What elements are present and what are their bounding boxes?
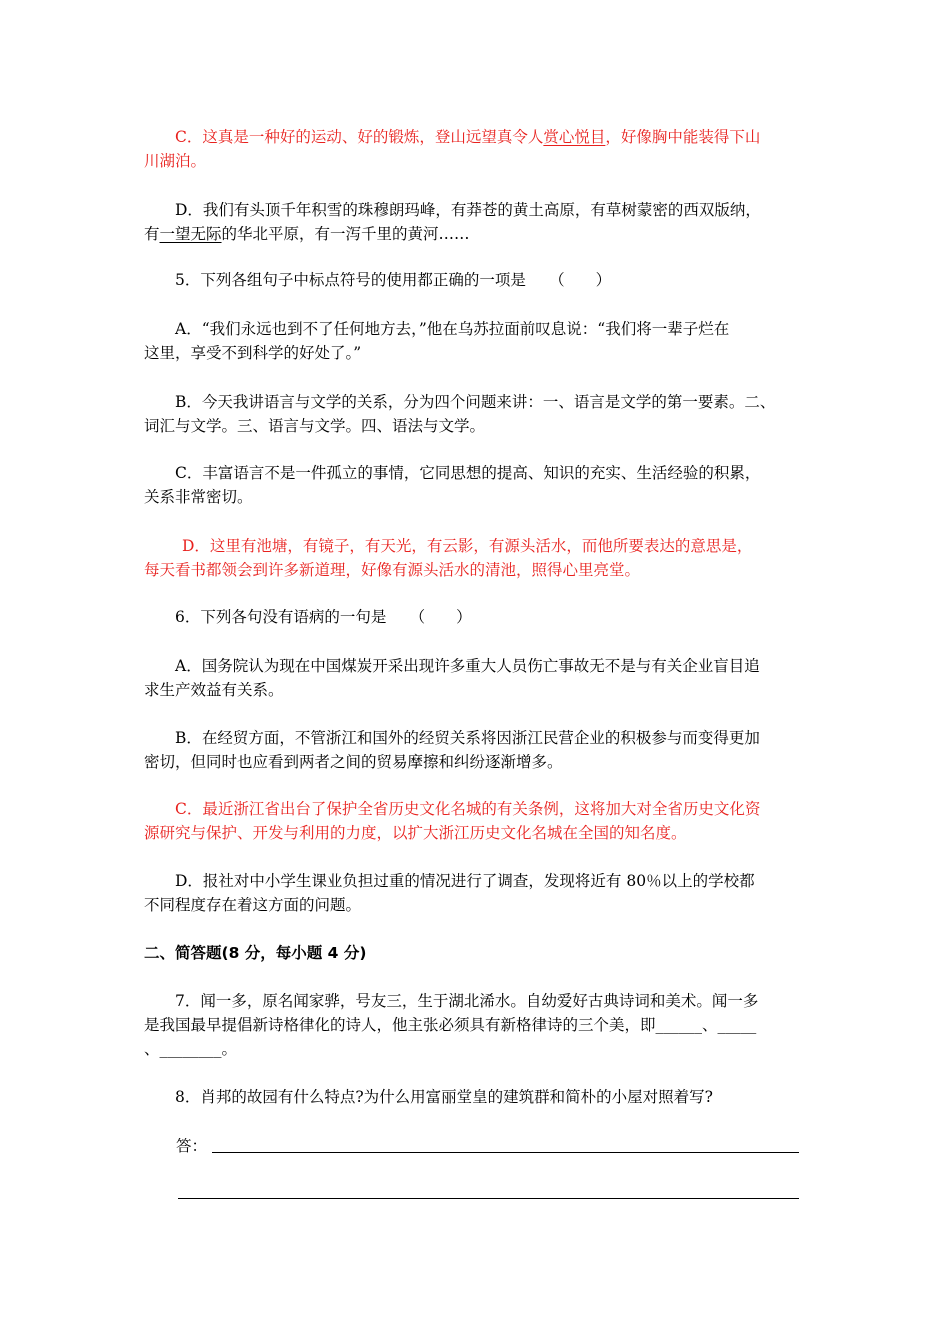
answer-line-2[interactable] (178, 1198, 799, 1199)
q4-option-c-line2: 川湖泊。 (144, 152, 207, 170)
underlined-idiom: 赏心悦目 (543, 128, 606, 146)
q5-option-c: C．丰富语言不是一件孤立的事情，它同思想的提高、知识的充实、生活经验的积累， 关系非常密切。 (144, 464, 761, 506)
q6-stem: 6．下列各句没有语病的一句是 （ ） (175, 608, 472, 626)
q6-option-a: A．国务院认为现在中国煤炭开采出现许多重大人员伤亡事故无不是与有关企业盲目追 求生产效益有关系。 (144, 657, 760, 699)
q5-option-b: B．今天我讲语言与文学的关系，分为四个问题来讲：一、语言是文学的第一要素。二、 词汇与文学。三、语言与文学。四、语法与文学。 (144, 393, 776, 435)
q4-option-d (144, 198, 824, 246)
section-heading: 二、简答题(8 分，每小题 4 分) (144, 944, 367, 962)
q8-answer-label: 答： (176, 1137, 208, 1155)
underlined-idiom: 一望无际 (159, 225, 222, 243)
answer-line-1[interactable] (212, 1152, 799, 1153)
q4-option-d-line2: 有一望无际的华北平原，有一泻千里的黄河…… (144, 225, 470, 243)
q6-option-c: C．最近浙江省出台了保护全省历史文化名城的有关条例，这将加大对全省历史文化资 源研究与保护、开发与利用的力度，以扩大浙江历史文化名城在全国的知名度。 (144, 800, 761, 842)
q5-option-a: A．“我们永远也到不了任何地方去，”他在乌苏拉面前叹息说：“我们将一辈子烂在 这里，享受不到科学的好处了。” (144, 320, 730, 362)
q5-option-d: D．这里有池塘，有镜子，有天光，有云影，有源头活水，而他所要表达的意思是， 每天看书都领会到许多新道理，好像有源头活水的清池，照得心里亮堂。 (144, 537, 753, 579)
q4-option-d-line1: D．我们有头顶千年积雪的珠穆朗玛峰，有莽苍的黄土高原，有草树蒙密的西双版纳， (175, 201, 761, 219)
q8-question: 8．肖邦的故园有什么特点?为什么用富丽堂皇的建筑群和简朴的小屋对照着写? (175, 1088, 713, 1106)
q7-question: 7．闻一多，原名闻家骅，号友三，生于湖北浠水。自幼爱好古典诗词和美术。闻一多 是我国最早提倡新诗格律化的诗人，他主张必须具有新格律诗的三个美，即______、_____ 、________。 (144, 992, 759, 1058)
q6-option-d: D．报社对中小学生课业负担过重的情况进行了调查，发现将近有 80％以上的学校都 不同程度存在着这方面的问题。 (144, 872, 755, 914)
q4-option-c-line1: C．这真是一种好的运动、好的锻炼，登山远望真令人赏心悦目，好像胸中能装得下山 (175, 128, 761, 146)
q5-stem: 5．下列各组句子中标点符号的使用都正确的一项是 （ ） (175, 271, 612, 289)
q6-option-b: B．在经贸方面，不管浙江和国外的经贸关系将因浙江民营企业的积极参与而变得更加 密切，但同时也应看到两者之间的贸易摩擦和纠纷逐渐增多。 (144, 729, 760, 771)
q4-option-c (144, 125, 824, 173)
